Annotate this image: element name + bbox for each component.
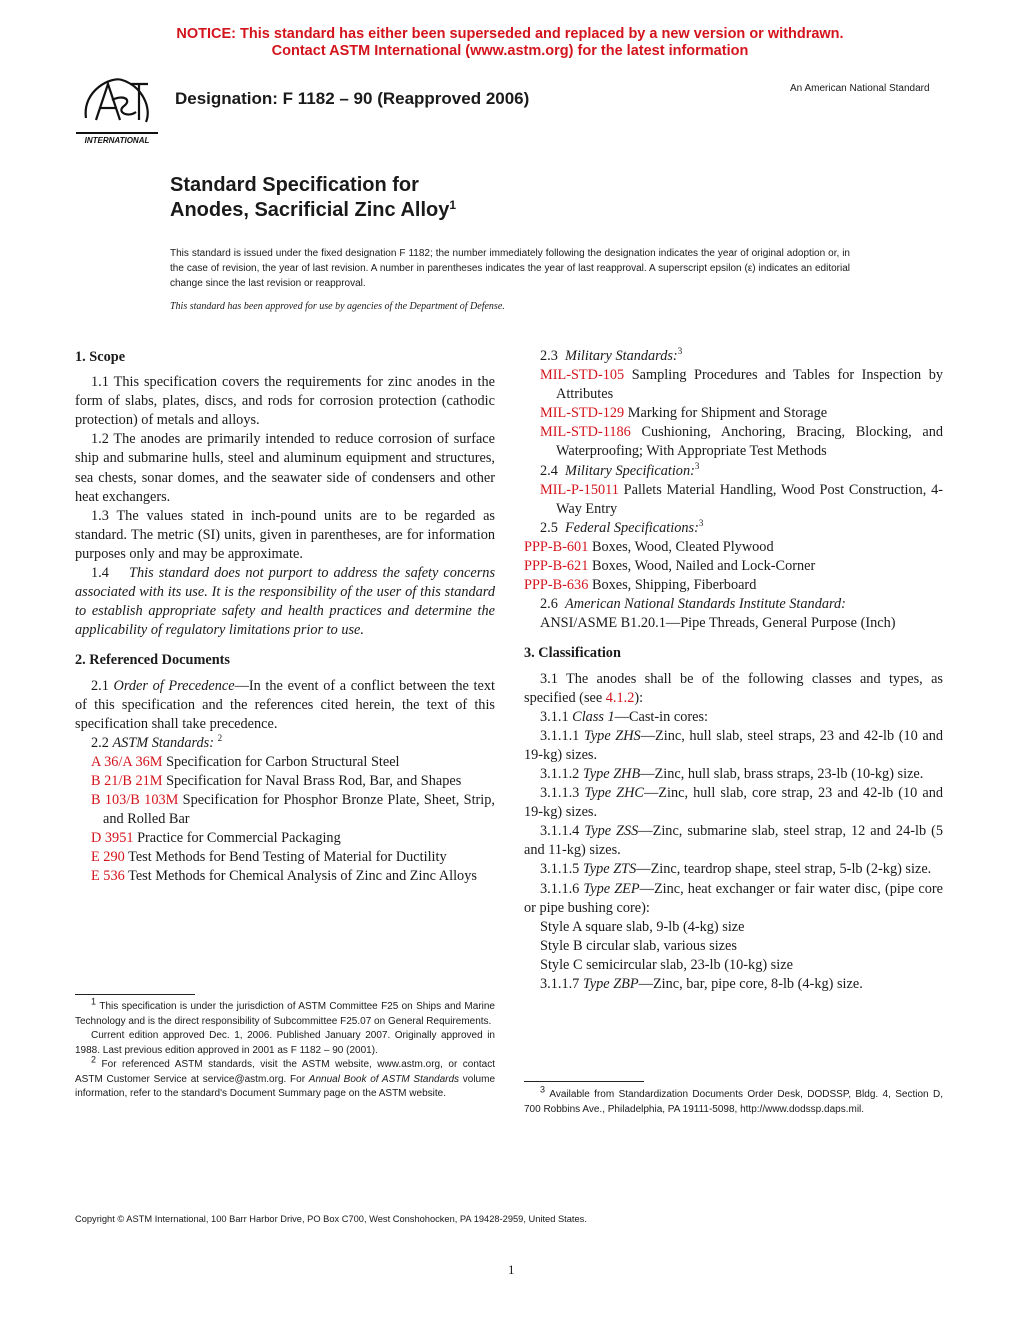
type-item: 3.1.1.1 Type ZHS—Zinc, hull slab, steel straps, 23 and 42-lb (10 and 19-kg) sizes.: [524, 727, 944, 763]
ansi-label: 2.6 American National Standards Institute Standard:: [540, 596, 846, 613]
classification-3-1: 3.1 The anodes shall be of the following classes and types, as specified (see 4.1.2):: [524, 670, 943, 706]
reference-code-link[interactable]: B 21/B 21M: [91, 772, 163, 789]
notice-line-1: NOTICE: This standard has either been superseded and replaced by a new version or withdrawn.: [176, 26, 844, 42]
scope-1-4: 1.4 This standard does not purport to address the safety concerns associated with its use. It is the responsibility of the user of this standard to establish appropriate safety and health practices and determine the applicability of regulatory limitations prior to use.: [75, 565, 496, 639]
military-spec-refs-list: [524, 481, 943, 519]
reference-code-link[interactable]: PPP-B-621: [524, 558, 589, 575]
type-item: 3.1.1.2 Type ZHB—Zinc, hull slab, brass straps, 23-lb (10-kg) size.: [540, 765, 924, 782]
page-number: 1: [508, 1262, 515, 1277]
reference-code-link[interactable]: MIL-STD-1186: [540, 424, 631, 441]
preamble: This standard is issued under the fixed designation F 1182; the number immediately following the designation indicates the year of original adoption or, in the case of revision, the year of last revision. A number in parentheses indicates the year of last reapproval. A superscript epsilon (ε) indicates an editorial change since the last revision or reapproval.: [170, 248, 850, 289]
scope-1-2: 1.2 The anodes are primarily intended to reduce corrosion of surface ship and submarine hulls, steel and aluminum equipment and structures, sea chests, sonar domes, and the seawater side of condensers and other heat exchangers.: [75, 431, 495, 505]
footnotes-left: [75, 996, 496, 1102]
classification-heading: 3. Classification: [524, 645, 621, 662]
class-1: 3.1.1 Class 1—Cast-in cores:: [540, 708, 708, 725]
astm-standards-label: 2.2 ASTM Standards: $^2$: [91, 733, 223, 751]
title-line-2: Anodes, Sacrificial Zinc Alloy$^1$: [170, 198, 457, 221]
american-national-standard: An American National Standard: [790, 83, 930, 94]
reference-code-link[interactable]: MIL-P-15011: [540, 481, 619, 498]
reference-title: Specification for Naval Brass Rod, Bar, and Shapes: [166, 772, 462, 789]
reference-item: [75, 867, 495, 886]
title-line-1: Standard Specification for: [170, 174, 419, 196]
military-spec-label: 2.4 Military Specification:$^3$: [540, 460, 700, 479]
right-column: [524, 347, 943, 994]
type-item: 3.1.1.4 Type ZSS—Zinc, submarine slab, steel strap, 12 and 24-lb (5 and 11-kg) sizes.: [524, 823, 943, 859]
reference-item: [524, 557, 943, 576]
footnote-rule-left: [75, 994, 195, 995]
reference-title: Specification for Carbon Structural Steel: [166, 753, 400, 770]
reference-title: Boxes, Wood, Cleated Plywood: [591, 538, 774, 555]
styles-list: [524, 918, 943, 975]
reference-item: [75, 848, 495, 867]
astm-refs-list: [75, 753, 495, 887]
reference-item: [75, 772, 495, 791]
reference-title: Specification for Phosphor Bronze Plate, Sheet, Strip, and Rolled Bar: [103, 792, 495, 828]
scope-1-3: 1.3 The values stated in inch-pound units are to be regarded as standard. The metric (SI) units, given in parentheses, are for information purposes only and may be approximate.: [75, 507, 495, 562]
ansi-ref: ANSI/ASME B1.20.1—Pipe Threads, General Purpose (Inch): [540, 615, 896, 632]
reference-code-link[interactable]: E 290: [91, 849, 125, 866]
reference-code-link[interactable]: A 36/A 36M: [91, 753, 163, 770]
type-zbp: 3.1.1.7 Type ZBP—Zinc, bar, pipe core, 8-lb (4-kg) size.: [540, 976, 863, 992]
federal-refs-list: [524, 538, 943, 595]
reference-code-link[interactable]: MIL-STD-129: [540, 405, 625, 422]
reference-item: [524, 576, 943, 595]
footnote-2: $^2$ For referenced ASTM standards, visit the ASTM website, www.astm.org, or contact ASTM Customer Service at service@astm.org. For Annual Book of ASTM Standards volume information, refer to the standard's Document Summary page on the ASTM website.: [75, 1054, 496, 1099]
notice-line-2: Contact ASTM International (www.astm.org) for the latest information: [271, 43, 749, 59]
reference-item: [524, 366, 943, 404]
logo-text: INTERNATIONAL: [84, 136, 150, 145]
reference-item: [75, 753, 495, 772]
astm-logo-icon: [72, 70, 162, 150]
footnotes-right: [524, 1084, 943, 1117]
style-item: Style B circular slab, various sizes: [540, 937, 737, 954]
reference-title: Boxes, Wood, Nailed and Lock-Corner: [591, 558, 816, 575]
reference-code-link[interactable]: MIL-STD-105: [540, 367, 625, 384]
reference-title: Cushioning, Anchoring, Bracing, Blocking, and Waterproofing; With Appropriate Test Methods: [556, 424, 943, 460]
scope-1-1: 1.1 This specification covers the requirements for zinc anodes in the form of slabs, plates, discs, and rods for corrosion protection (cathodic protection) of metals and alloys.: [75, 374, 495, 429]
footnote-3: $^3$ Available from Standardization Documents Order Desk, DODSSP, Bldg. 4, Section D, 700 Robbins Ave., Philadelphia, PA 19111-5098, http://www.dodssp.daps.mil.: [524, 1084, 943, 1115]
footnote-1b: Current edition approved Dec. 1, 2006. Published January 2007. Originally approved in 1988. Last previous edition approved in 2001 as F 1182 – 90 (2001).: [75, 1030, 495, 1056]
military-standards-label: 2.3 Military Standards:$^3$: [540, 346, 683, 364]
reference-item: [524, 481, 943, 519]
reference-title: Test Methods for Chemical Analysis of Zinc and Zinc Alloys: [128, 868, 477, 885]
reference-title: Sampling Procedures and Tables for Inspection by Attributes: [556, 367, 943, 403]
type-item: 3.1.1.6 Type ZEP—Zinc, heat exchanger or fair water disc, (pipe core or pipe bushing core):: [524, 880, 943, 916]
reference-title: Pallets Material Handling, Wood Post Construction, 4-Way Entry: [556, 481, 943, 517]
type-item: 3.1.1.5 Type ZTS—Zinc, teardrop shape, steel strap, 5-lb (2-kg) size.: [540, 861, 932, 878]
astm-logo: [72, 70, 162, 150]
referenced-heading: 2. Referenced Documents: [75, 652, 230, 669]
style-item: Style A square slab, 9-lb (4-kg) size: [540, 918, 745, 935]
style-item: Style C semicircular slab, 23-lb (10-kg) size: [540, 956, 793, 973]
scope-heading: 1. Scope: [75, 349, 126, 365]
reference-title: Test Methods for Bend Testing of Material for Ductility: [128, 849, 447, 866]
military-refs-list: [524, 366, 943, 461]
reference-item: [524, 538, 943, 557]
reference-title: Boxes, Shipping, Fiberboard: [591, 577, 757, 594]
dod-note: This standard has been approved for use by agencies of the Department of Defense.: [170, 301, 505, 312]
copyright: Copyright © ASTM International, 100 Barr Harbor Drive, PO Box C700, West Conshohocken, PA 19428-2959, United States.: [75, 1214, 587, 1224]
section-link-4-1-2[interactable]: 4.1.2: [605, 689, 635, 706]
reference-item: [524, 404, 943, 423]
reference-title: Practice for Commercial Packaging: [137, 830, 341, 847]
types-list: [524, 727, 943, 918]
left-column: [75, 348, 495, 887]
type-item: 3.1.1.3 Type ZHC—Zinc, hull slab, core strap, 23 and 42-lb (10 and 19-kg) sizes.: [524, 785, 944, 821]
reference-code-link[interactable]: E 536: [91, 868, 125, 885]
reference-item: [75, 791, 495, 829]
designation: Designation: F 1182 – 90 (Reapproved 2006): [175, 89, 530, 108]
reference-title: Marking for Shipment and Storage: [627, 405, 828, 422]
referenced-2-1: 2.1 Order of Precedence—In the event of a conflict between the text of this specification and the references cited herein, the text of this specification shall take precedence.: [75, 677, 495, 732]
reference-code-link[interactable]: PPP-B-601: [524, 538, 589, 555]
footnote-rule-right: [524, 1081, 644, 1082]
reference-code-link[interactable]: D 3951: [91, 830, 134, 847]
federal-specs-label: 2.5 Federal Specifications:$^3$: [540, 518, 704, 536]
reference-code-link[interactable]: B 103/B 103M: [91, 792, 179, 809]
reference-item: [524, 423, 943, 461]
reference-item: [75, 829, 495, 848]
footnote-1: $^1$ This specification is under the jurisdiction of ASTM Committee F25 on Ships and Marine Technology and is the direct responsibility of Subcommittee F25.07 on General Requirements.: [75, 996, 495, 1027]
reference-code-link[interactable]: PPP-B-636: [524, 577, 589, 594]
